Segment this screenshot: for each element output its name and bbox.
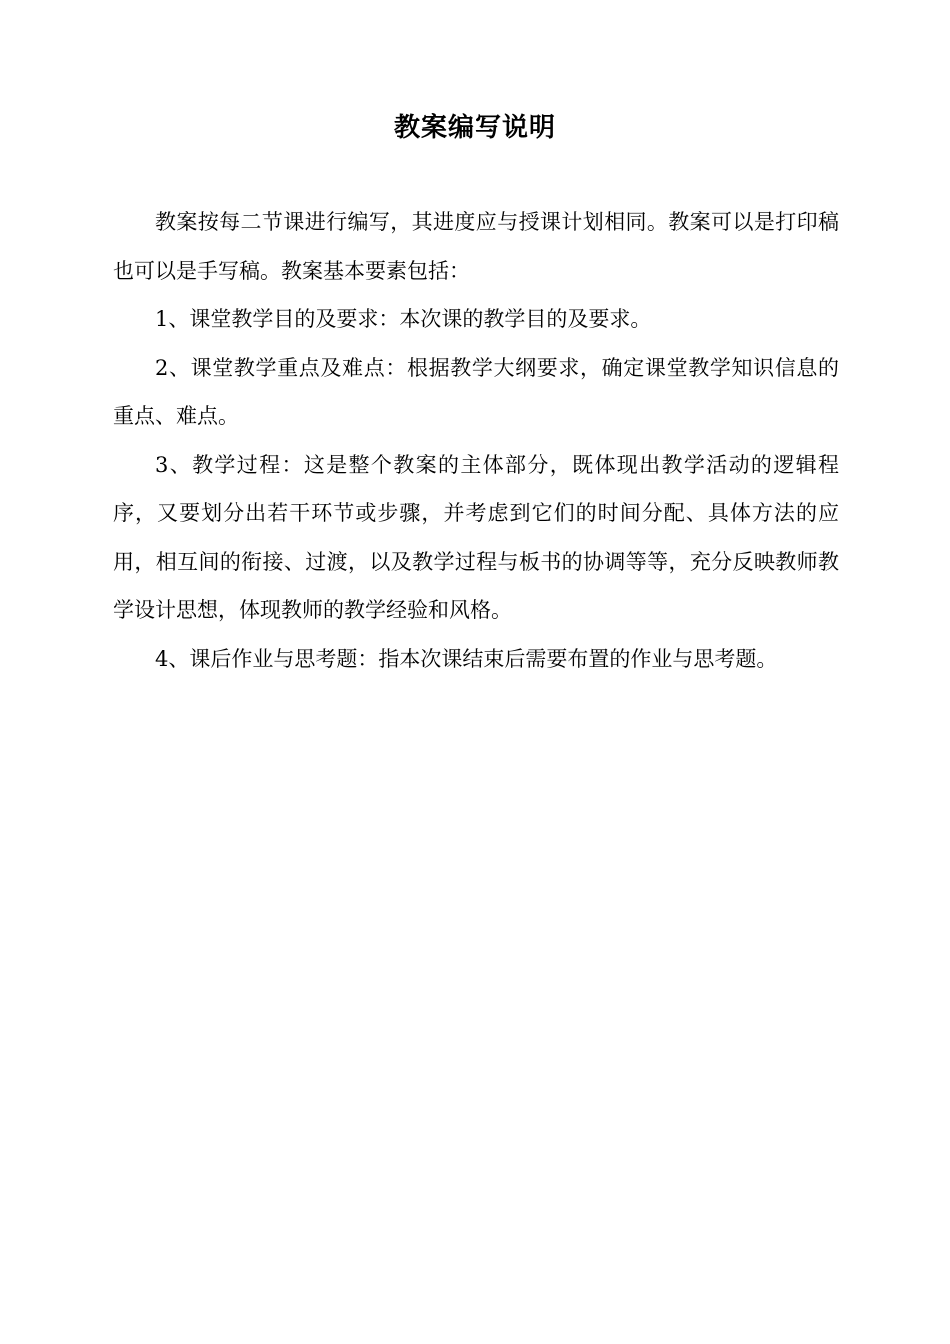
item-1-paragraph: 1、课堂教学目的及要求：本次课的教学目的及要求。 [155,307,652,331]
item-2-paragraph: 2、课堂教学重点及难点：根据教学大纲要求，确定课堂教学知识信息的重点、难点。 [113,355,839,428]
document-body [113,198,839,683]
document-title: 教案编写说明 [393,113,556,143]
intro-paragraph: 教案按每二节课进行编写，其进度应与授课计划相同。教案可以是打印稿也可以是手写稿。教案基本要素包括： [113,210,839,283]
item-3-paragraph: 3、教学过程：这是整个教案的主体部分，既体现出教学活动的逻辑程序，又要划分出若干环节或步骤，并考虑到它们的时间分配、具体方法的应用，相互间的衔接、过渡，以及教学过程与板书的协调等等，充分反映教师教学设计思想，体现教师的教学经验和风格。 [113,452,839,622]
item-4-paragraph: 4、课后作业与思考题：指本次课结束后需要布置的作业与思考题。 [155,646,778,671]
